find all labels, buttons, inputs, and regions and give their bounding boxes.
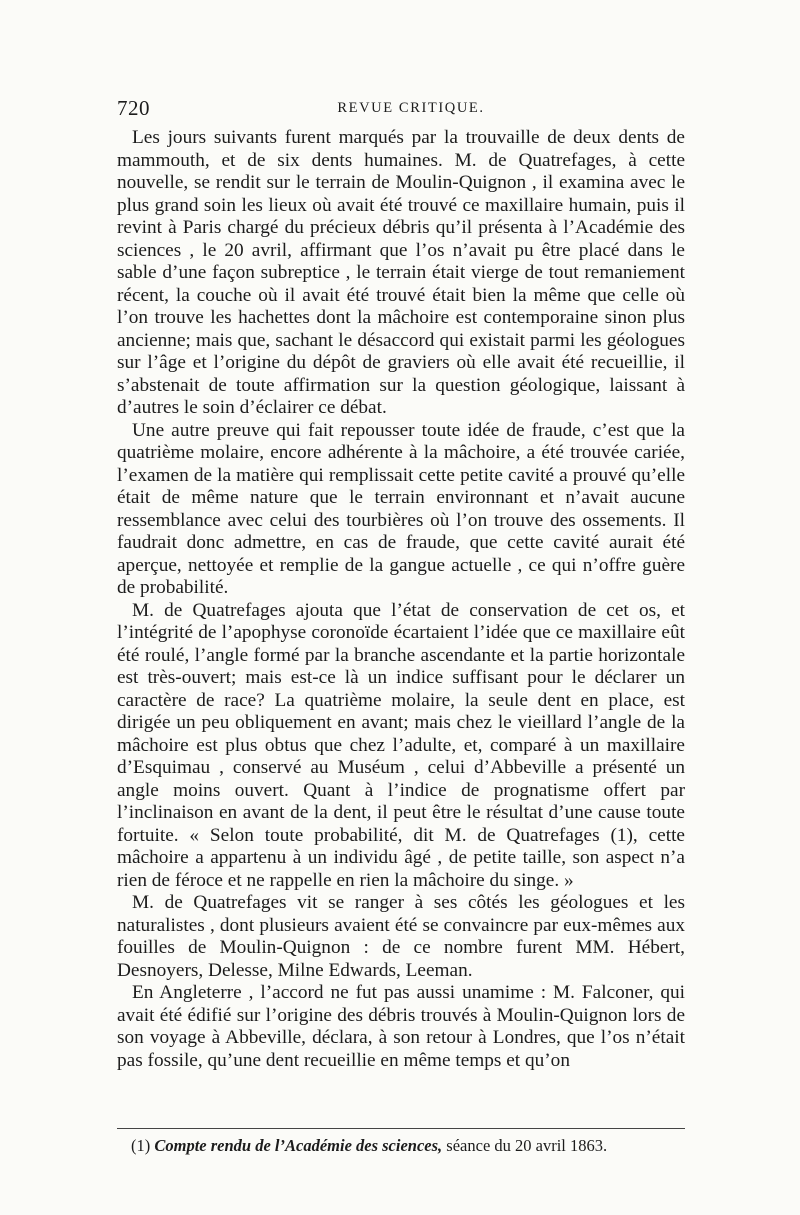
footnote-divider [117,1128,685,1129]
paragraph-2: Une autre preuve qui fait repousser toute idée de fraude, c’est que la quatrième molaire, encore adhérente à la mâchoire, a été trouvée cariée, l’examen de la matière qui remplissait cette petite cavité a prouvé qu’elle était de même nature que le terrain environnant et n’avait aucune ressemblance avec celui des tourbières où l’on trouve des ossements. Il faudrait donc admettre, en cas de fraude, que cette cavité aurait été aperçue, nettoyée et remplie de la gangue actuelle , ce qui n’offre guère de probabilité. [117,419,685,598]
running-title: REVUE CRITIQUE. [337,100,485,116]
footnote-source-title: Compte rendu de l’Académie des sciences, [154,1136,443,1155]
page-header [117,96,685,126]
paragraph-3: M. de Quatrefages ajouta que l’état de conservation de cet os, et l’intégrité de l’apophyse coronoïde écartaient l’idée que ce maxillaire eût été roulé, l’angle formé par la branche ascendante et la partie horizontale est très-ouvert; mais est-ce là un indice suffisant pour le déclarer un caractère de race? La quatrième molaire, la seule dent en place, est dirigée un peu obliquement en avant; mais chez le vieillard l’angle de la mâchoire est plus obtus que chez l’adulte, et, comparé à un maxillaire d’Esquimau , conservé au Muséum , celui d’Abbeville a présenté un angle moins ouvert. Quant à l’indice de prognatisme offert par l’inclinaison en avant de la dent, il peut être le résultat d’une cause toute fortuite. « Selon toute probabilité, dit M. de Quatrefages (1), cette mâchoire a appartenu à un individu âgé , de petite taille, son aspect n’a rien de féroce et ne rappelle en rien la mâchoire du singe. » [117,599,685,891]
footnote-source-detail: séance du 20 avril 1863. [446,1136,608,1155]
footnote-marker: (1) [131,1136,151,1155]
paragraph-5: En Angleterre , l’accord ne fut pas aussi unamime : M. Falconer, qui avait été édifié sur l’origine des débris trouvés à Moulin-Quignon lors de son voyage à Abbeville, déclara, à son retour à Londres, que l’os n’était pas fossile, qu’une dent recueillie en même temps et qu’on [117,982,685,1071]
footnote [117,1136,685,1156]
body-text [117,127,685,1072]
paragraph-1: Les jours suivants furent marqués par la trouvaille de deux dents de mammouth, et de six dents humaines. M. de Quatrefages, à cette nouvelle, se rendit sur le terrain de Moulin-Quignon , il examina avec le plus grand soin les lieux où avait été trouvé ce maxillaire humain, puis il revint à Paris chargé du précieux débris qu’il présenta à l’Académie des sciences , le 20 avril, affirmant que l’os n’avait pu être placé dans le sable d’une façon subreptice , le terrain était vierge de tout remaniement récent, la couche où il avait été trouvé était bien la même que celle où l’on trouve les hachettes dont la mâchoire est contemporaine sinon plus ancienne; mais que, sachant le désaccord qui existait parmi les géologues sur l’âge et l’origine du dépôt de graviers où elle avait été recueillie, il s’abstenait de toute affirmation sur la question géologique, laissant à d’autres le soin d’éclairer ce débat. [117,127,685,418]
page-number: 720 [117,96,150,120]
paragraph-4: M. de Quatrefages vit se ranger à ses côtés les géologues et les naturalistes , dont plusieurs avaient été se convaincre par eux-mêmes aux fouilles de Moulin-Quignon : de ce nombre furent MM. Hébert, Desnoyers, Delesse, Milne Edwards, Leeman. [117,892,685,981]
